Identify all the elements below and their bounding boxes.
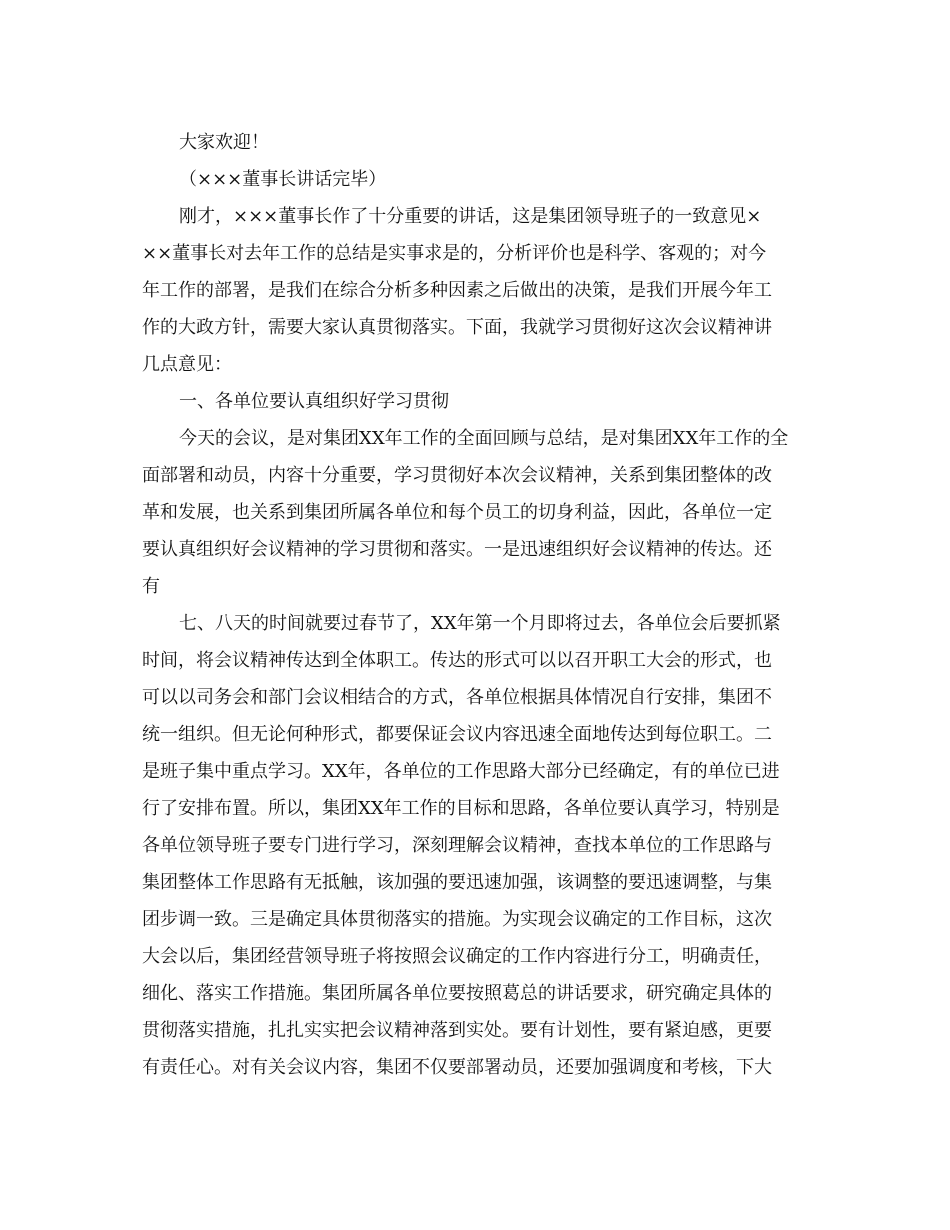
paragraph-line: 各单位领导班子要专门进行学习，深刻理解会议精神，查找本单位的工作思路与 xyxy=(142,835,772,856)
paragraph-line: 行了安排布置。所以，集团XX年工作的目标和思路，各单位要认真学习，特别是 xyxy=(142,798,780,819)
paragraph-line: 七、八天的时间就要过春节了，XX年第一个月即将过去，各单位会后要抓紧 xyxy=(179,613,781,634)
paragraph-line: 大会以后，集团经营领导班子将按照会议确定的工作内容进行分工，明确责任， xyxy=(142,946,772,967)
stage-direction: （×××董事长讲话完毕） xyxy=(179,169,387,190)
paragraph-line: 是班子集中重点学习。XX年，各单位的工作思路大部分已经确定，有的单位已进 xyxy=(142,761,780,782)
paragraph-line: 今天的会议，是对集团XX年工作的全面回顾与总结，是对集团XX年工作的全 xyxy=(179,428,789,449)
paragraph-line: 有责任心。对有关会议内容，集团不仅要部署动员，还要加强调度和考核，下大 xyxy=(142,1057,772,1078)
paragraph-line: 面部署和动员，内容十分重要，学习贯彻好本次会议精神，关系到集团整体的改 xyxy=(142,465,772,486)
paragraph-line: 贯彻落实措施，扎扎实实把会议精神落到实处。要有计划性，要有紧迫感，更要 xyxy=(142,1020,772,1041)
paragraph-line: 年工作的部署，是我们在综合分析多种因素之后做出的决策，是我们开展今年工 xyxy=(142,280,772,301)
paragraph-line: 可以以司务会和部门会议相结合的方式，各单位根据具体情况自行安排，集团不 xyxy=(142,687,772,708)
paragraph-line: 几点意见： xyxy=(142,354,232,375)
paragraph-line: 细化、落实工作措施。集团所属各单位要按照葛总的讲话要求，研究确定具体的 xyxy=(142,983,772,1004)
paragraph-line: 刚才，×××董事长作了十分重要的讲话，这是集团领导班子的一致意见× xyxy=(179,206,762,227)
paragraph-line: 要认真组织好会议精神的学习贯彻和落实。一是迅速组织好会议精神的传达。还 xyxy=(142,539,772,560)
paragraph-line: 时间，将会议精神传达到全体职工。传达的形式可以以召开职工大会的形式，也 xyxy=(142,650,772,671)
closing-line: 大家欢迎！ xyxy=(179,132,269,153)
paragraph-line: 革和发展，也关系到集团所属各单位和每个员工的切身利益，因此，各单位一定 xyxy=(142,502,772,523)
paragraph-line: 统一组织。但无论何种形式，都要保证会议内容迅速全面地传达到每位职工。二 xyxy=(142,724,772,745)
paragraph-line: 有 xyxy=(142,576,160,597)
paragraph-line: 集团整体工作思路有无抵触，该加强的要迅速加强，该调整的要迅速调整，与集 xyxy=(142,872,772,893)
paragraph-line: ××董事长对去年工作的总结是实事求是的，分析评价也是科学、客观的；对今 xyxy=(142,243,767,264)
paragraph-line: 团步调一致。三是确定具体贯彻落实的措施。为实现会议确定的工作目标，这次 xyxy=(142,909,772,930)
paragraph-line: 作的大政方针，需要大家认真贯彻落实。下面，我就学习贯彻好这次会议精神讲 xyxy=(142,317,772,338)
section-heading: 一、各单位要认真组织好学习贯彻 xyxy=(179,391,449,412)
